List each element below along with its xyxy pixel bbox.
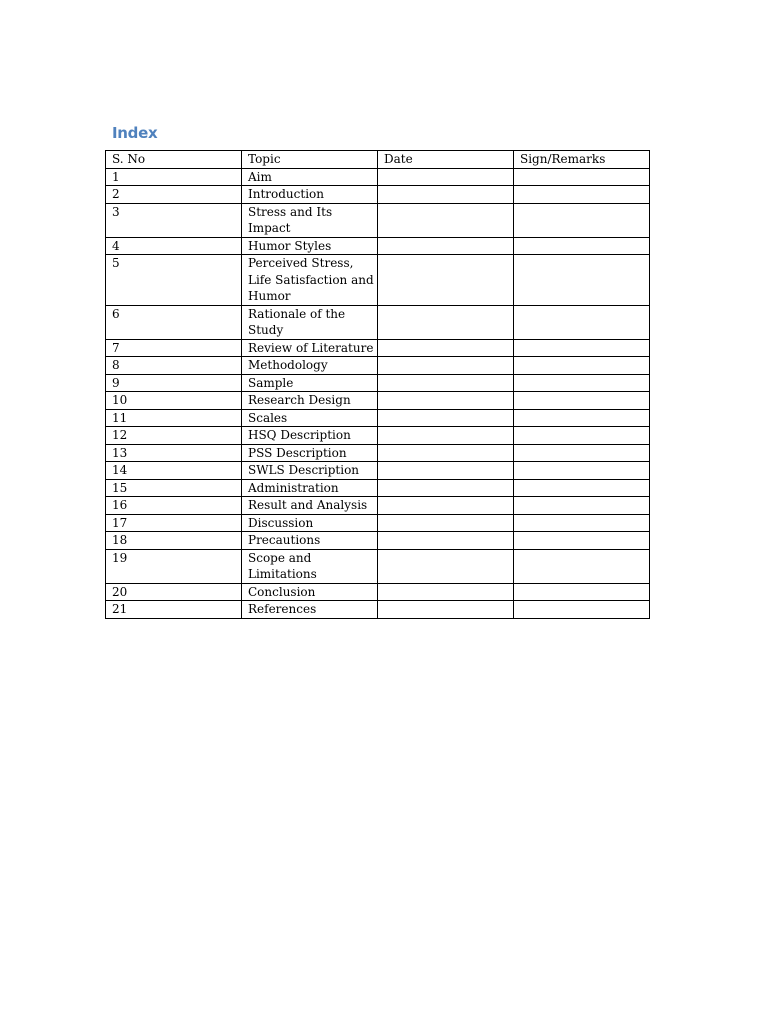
table-header-row <box>106 151 650 169</box>
table-row <box>106 203 650 237</box>
cell-sno: 8 <box>106 357 242 375</box>
table-row <box>106 186 650 204</box>
table-row <box>106 409 650 427</box>
cell-topic: Discussion <box>242 514 378 532</box>
cell-date <box>378 374 514 392</box>
cell-sno: 5 <box>106 255 242 306</box>
table-row <box>106 514 650 532</box>
cell-sno: 21 <box>106 601 242 619</box>
cell-sno: 17 <box>106 514 242 532</box>
cell-sign-remarks <box>514 549 650 583</box>
cell-sno: 16 <box>106 497 242 515</box>
cell-sno: 7 <box>106 339 242 357</box>
table-row <box>106 462 650 480</box>
cell-topic: Conclusion <box>242 583 378 601</box>
cell-sno: 10 <box>106 392 242 410</box>
cell-date <box>378 479 514 497</box>
cell-sign-remarks <box>514 237 650 255</box>
cell-date <box>378 444 514 462</box>
cell-sign-remarks <box>514 255 650 306</box>
cell-date <box>378 427 514 445</box>
cell-sign-remarks <box>514 168 650 186</box>
cell-date <box>378 497 514 515</box>
column-header-sno: S. No <box>106 151 242 169</box>
cell-topic: SWLS Description <box>242 462 378 480</box>
cell-topic: Administration <box>242 479 378 497</box>
cell-sign-remarks <box>514 444 650 462</box>
cell-topic: Result and Analysis <box>242 497 378 515</box>
cell-topic: Perceived Stress, Life Satisfaction and Humor <box>242 255 378 306</box>
cell-topic: Humor Styles <box>242 237 378 255</box>
column-header-topic: Topic <box>242 151 378 169</box>
table-row <box>106 479 650 497</box>
cell-sign-remarks <box>514 203 650 237</box>
column-header-date: Date <box>378 151 514 169</box>
cell-sign-remarks <box>514 479 650 497</box>
cell-topic: Sample <box>242 374 378 392</box>
cell-topic: Methodology <box>242 357 378 375</box>
cell-sno: 9 <box>106 374 242 392</box>
cell-sno: 3 <box>106 203 242 237</box>
table-row <box>106 374 650 392</box>
cell-sno: 11 <box>106 409 242 427</box>
table-row <box>106 168 650 186</box>
cell-sign-remarks <box>514 497 650 515</box>
cell-sign-remarks <box>514 186 650 204</box>
cell-sno: 15 <box>106 479 242 497</box>
table-row <box>106 532 650 550</box>
cell-sign-remarks <box>514 532 650 550</box>
table-row <box>106 392 650 410</box>
cell-sno: 1 <box>106 168 242 186</box>
table-row <box>106 339 650 357</box>
cell-sign-remarks <box>514 514 650 532</box>
index-table <box>105 150 650 619</box>
cell-sno: 18 <box>106 532 242 550</box>
cell-sno: 2 <box>106 186 242 204</box>
cell-sign-remarks <box>514 462 650 480</box>
cell-date <box>378 392 514 410</box>
cell-sign-remarks <box>514 427 650 445</box>
cell-topic: Research Design <box>242 392 378 410</box>
cell-date <box>378 186 514 204</box>
cell-date <box>378 549 514 583</box>
table-row <box>106 427 650 445</box>
table-row <box>106 497 650 515</box>
cell-sno: 13 <box>106 444 242 462</box>
cell-topic: Introduction <box>242 186 378 204</box>
cell-sno: 6 <box>106 305 242 339</box>
cell-sign-remarks <box>514 305 650 339</box>
table-row <box>106 357 650 375</box>
cell-date <box>378 357 514 375</box>
table-row <box>106 549 650 583</box>
cell-sign-remarks <box>514 409 650 427</box>
cell-sign-remarks <box>514 601 650 619</box>
table-row <box>106 601 650 619</box>
cell-date <box>378 514 514 532</box>
cell-sno: 20 <box>106 583 242 601</box>
cell-date <box>378 168 514 186</box>
table-row <box>106 444 650 462</box>
cell-sign-remarks <box>514 583 650 601</box>
cell-sign-remarks <box>514 392 650 410</box>
table-row <box>106 583 650 601</box>
cell-sign-remarks <box>514 357 650 375</box>
cell-date <box>378 583 514 601</box>
table-row <box>106 255 650 306</box>
cell-date <box>378 339 514 357</box>
cell-sno: 4 <box>106 237 242 255</box>
cell-topic: Stress and Its Impact <box>242 203 378 237</box>
table-body <box>106 168 650 618</box>
cell-sno: 12 <box>106 427 242 445</box>
cell-topic: Scales <box>242 409 378 427</box>
cell-sno: 19 <box>106 549 242 583</box>
cell-date <box>378 409 514 427</box>
cell-date <box>378 237 514 255</box>
cell-topic: PSS Description <box>242 444 378 462</box>
cell-topic: Aim <box>242 168 378 186</box>
cell-topic: References <box>242 601 378 619</box>
column-header-sign-remarks: Sign/Remarks <box>514 151 650 169</box>
page-title: Index <box>112 124 158 142</box>
cell-topic: Rationale of the Study <box>242 305 378 339</box>
cell-date <box>378 462 514 480</box>
cell-date <box>378 532 514 550</box>
table-row <box>106 305 650 339</box>
cell-sno: 14 <box>106 462 242 480</box>
cell-date <box>378 305 514 339</box>
cell-date <box>378 255 514 306</box>
cell-sign-remarks <box>514 339 650 357</box>
cell-topic: Review of Literature <box>242 339 378 357</box>
cell-topic: HSQ Description <box>242 427 378 445</box>
cell-topic: Scope and Limitations <box>242 549 378 583</box>
cell-date <box>378 203 514 237</box>
table-row <box>106 237 650 255</box>
cell-sign-remarks <box>514 374 650 392</box>
cell-date <box>378 601 514 619</box>
cell-topic: Precautions <box>242 532 378 550</box>
